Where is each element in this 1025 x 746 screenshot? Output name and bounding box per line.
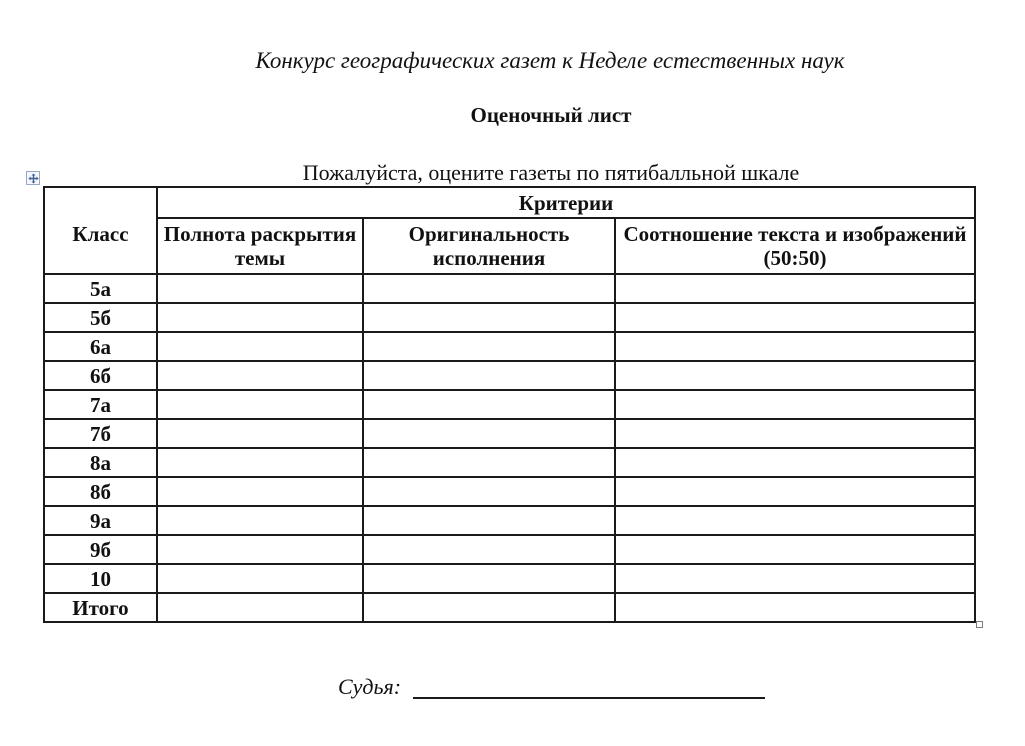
score-cell[interactable] — [615, 303, 975, 332]
score-cell[interactable] — [615, 593, 975, 622]
table-header-row — [44, 187, 975, 218]
score-cell[interactable] — [157, 477, 363, 506]
score-cell[interactable] — [615, 506, 975, 535]
score-cell[interactable] — [363, 448, 615, 477]
score-cell[interactable] — [363, 593, 615, 622]
score-cell[interactable] — [615, 274, 975, 303]
score-cell[interactable] — [363, 361, 615, 390]
table-row — [44, 303, 975, 332]
row-class-label: 9б — [44, 535, 157, 564]
score-cell[interactable] — [157, 506, 363, 535]
row-class-label: 10 — [44, 564, 157, 593]
score-cell[interactable] — [363, 535, 615, 564]
score-cell[interactable] — [363, 274, 615, 303]
score-cell[interactable] — [157, 361, 363, 390]
row-class-label: 6а — [44, 332, 157, 361]
score-cell[interactable] — [615, 361, 975, 390]
score-cell[interactable] — [157, 390, 363, 419]
score-cell[interactable] — [615, 477, 975, 506]
table-row — [44, 535, 975, 564]
judge-signature-line[interactable] — [413, 697, 765, 699]
score-cell[interactable] — [157, 274, 363, 303]
table-row — [44, 564, 975, 593]
score-cell[interactable] — [157, 332, 363, 361]
row-class-label: 7б — [44, 419, 157, 448]
score-cell[interactable] — [363, 564, 615, 593]
class-column-header: Класс — [44, 187, 157, 274]
score-cell[interactable] — [615, 448, 975, 477]
row-class-label: 8б — [44, 477, 157, 506]
criterion-header: Соотношение текста и изображений (50:50) — [615, 218, 975, 274]
score-cell[interactable] — [157, 564, 363, 593]
table-row — [44, 361, 975, 390]
instruction-text: Пожалуйста, оцените газеты по пятибалльной шкале — [302, 160, 800, 185]
score-cell[interactable] — [157, 593, 363, 622]
score-cell[interactable] — [157, 419, 363, 448]
score-cell[interactable] — [363, 506, 615, 535]
score-cell[interactable] — [363, 332, 615, 361]
score-cell[interactable] — [615, 390, 975, 419]
row-class-label: 6б — [44, 361, 157, 390]
judge-label: Судья: — [338, 674, 402, 699]
criteria-subheader-row — [44, 218, 975, 274]
score-cell[interactable] — [363, 419, 615, 448]
table-row — [44, 274, 975, 303]
evaluation-table — [43, 186, 976, 623]
row-class-label: 7а — [44, 390, 157, 419]
score-cell[interactable] — [615, 419, 975, 448]
criteria-header: Критерии — [157, 187, 975, 218]
score-cell[interactable] — [157, 448, 363, 477]
criterion-header: Полнота раскрытия темы — [157, 218, 363, 274]
table-row — [44, 477, 975, 506]
row-class-label: Итого — [44, 593, 157, 622]
row-class-label: 8а — [44, 448, 157, 477]
score-cell[interactable] — [157, 535, 363, 564]
table-row — [44, 448, 975, 477]
score-cell[interactable] — [615, 332, 975, 361]
criterion-header: Оригинальность исполнения — [363, 218, 615, 274]
table-row — [44, 390, 975, 419]
row-class-label: 5б — [44, 303, 157, 332]
score-cell[interactable] — [615, 564, 975, 593]
table-resize-handle[interactable] — [976, 621, 983, 628]
score-cell[interactable] — [363, 477, 615, 506]
score-cell[interactable] — [363, 390, 615, 419]
table-row — [44, 419, 975, 448]
table-row — [44, 506, 975, 535]
document-title: Конкурс географических газет к Неделе естественных наук — [255, 48, 845, 73]
document-subtitle: Оценочный лист — [470, 103, 632, 127]
row-class-label: 5а — [44, 274, 157, 303]
score-cell[interactable] — [615, 535, 975, 564]
score-cell[interactable] — [363, 303, 615, 332]
row-class-label: 9а — [44, 506, 157, 535]
table-row — [44, 332, 975, 361]
score-cell[interactable] — [157, 303, 363, 332]
table-row — [44, 593, 975, 622]
